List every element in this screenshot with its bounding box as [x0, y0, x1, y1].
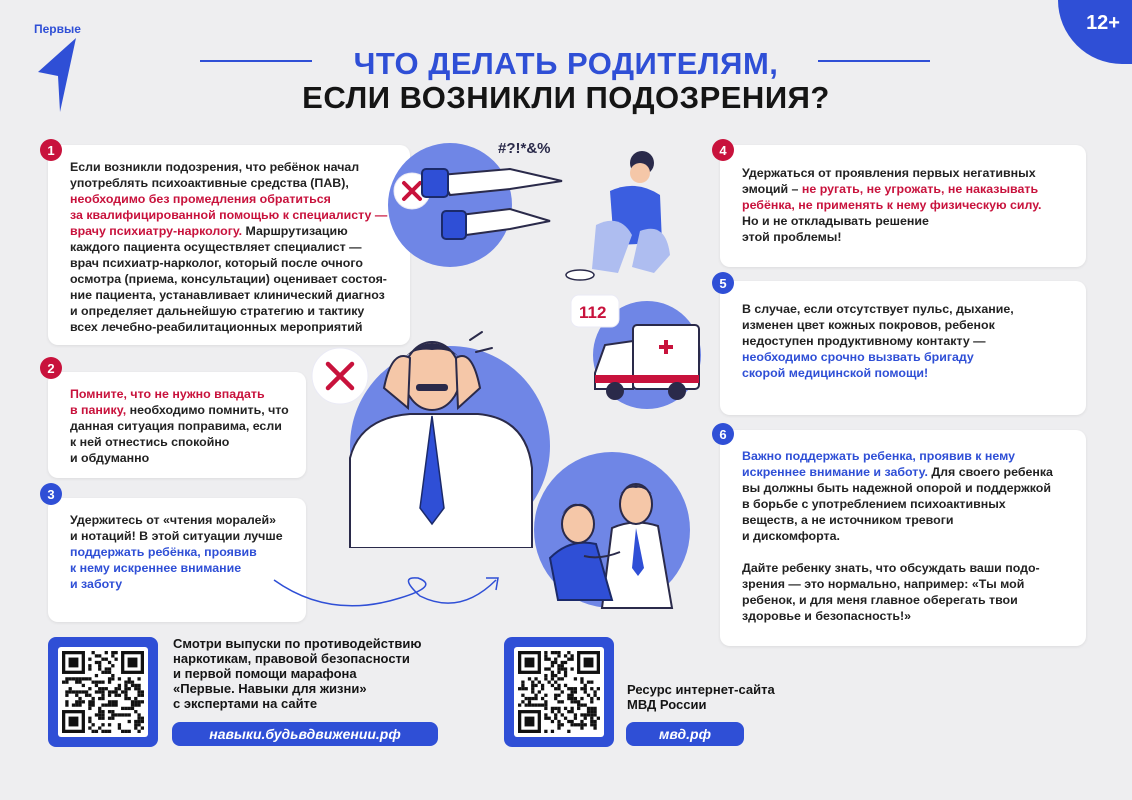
card-3-line: [70, 512, 298, 528]
card-line-text: искреннее внимание и заботу.: [742, 465, 928, 479]
card-line-text: зрения — это нормально, например: «Ты мой: [742, 577, 1025, 591]
card-line-text: к нему искреннее внимание: [70, 561, 242, 575]
card-2-line: [70, 402, 298, 418]
card-1-line: [70, 207, 400, 223]
card-5-number: 5: [712, 272, 734, 294]
logo-text: Первые: [34, 22, 81, 36]
card-6-line: [742, 464, 1078, 480]
card-5-text: [742, 301, 1078, 381]
card-line-text: употреблять психоактивные средства (ПАВ),: [70, 176, 349, 190]
card-line-text: Важно поддержать ребенка, проявив к нему: [742, 449, 1016, 463]
footer-left-line-5: с экспертами на сайте: [173, 696, 318, 711]
footer-left-line-1: Смотри выпуски по противодействию: [173, 636, 422, 651]
card-line-text: Удержаться от проявления первых негативных: [742, 166, 1036, 180]
card-4: [720, 145, 1086, 267]
site-link-mvd[interactable]: мвд.рф: [626, 722, 744, 746]
card-3-line: [70, 528, 298, 544]
card-line-text: каждого пациента осуществляет специалист —: [70, 240, 362, 254]
card-6-line: [742, 448, 1078, 464]
card-line-text: ребенок, и для меня главное оберегать твои: [742, 593, 1018, 607]
card-1-line: [70, 159, 400, 175]
card-line-text: Помните, что не нужно впадать: [70, 387, 265, 401]
card-line-text: Удержитесь от «чтения моралей»: [70, 513, 276, 527]
card-4-line: [742, 165, 1078, 181]
card-2-number: 2: [40, 357, 62, 379]
card-line-text: веществ, а не источником тревоги: [742, 513, 954, 527]
card-line-text: ребёнка, не применять к нему физическую силу.: [742, 198, 1042, 212]
card-line-tail: необходимо помнить, что: [126, 403, 289, 417]
card-2-line: [70, 386, 298, 402]
card-2-line: [70, 450, 298, 466]
card-line-text: осмотра (приема, консультации) оценивает состоя-: [70, 272, 387, 286]
card-1-line: [70, 191, 400, 207]
card-5-line: [742, 333, 1078, 349]
card-1-line: [70, 303, 400, 319]
page-title-line1: ЧТО ДЕЛАТЬ РОДИТЕЛЯМ,: [353, 46, 779, 81]
card-4-line: [742, 197, 1078, 213]
card-1-line: [70, 255, 400, 271]
card-line-text: и дискомфорта.: [742, 529, 840, 543]
card-line-text: Дайте ребенку знать, что обсуждать ваши подо-: [742, 561, 1040, 575]
footer-left-text: [173, 636, 473, 711]
card-3-number: 3: [40, 483, 62, 505]
card-3: [48, 498, 306, 622]
card-6-line: [742, 560, 1078, 576]
card-2: [48, 372, 306, 478]
card-line-text: и определяет дальнейшую стратегию и тактику: [70, 304, 365, 318]
card-3-text: [70, 512, 298, 592]
card-line-text: необходимо срочно вызвать бригаду: [742, 350, 974, 364]
card-4-text: [742, 165, 1078, 245]
card-line-text: врачу психиатру-наркологу.: [70, 224, 243, 238]
card-line-tail: не ругать, не угрожать, не наказывать: [801, 182, 1039, 196]
footer-left-line-2: наркотикам, правовой безопасности: [173, 651, 410, 666]
card-5-line: [742, 317, 1078, 333]
footer-right-line-2: МВД России: [627, 697, 707, 712]
illustration-panic: [300, 318, 550, 548]
qr-code-pattern-1: [62, 651, 144, 733]
card-6-line: [742, 592, 1078, 608]
card-2-line: [70, 418, 298, 434]
card-6-line: [742, 576, 1078, 592]
qr-code-pattern-2: [518, 651, 600, 733]
footer-right-text: [627, 682, 827, 712]
card-line-text: необходимо без промедления обратиться: [70, 192, 331, 206]
card-line-text: поддержать ребёнка, проявив: [70, 545, 257, 559]
card-line-text: и обдуманно: [70, 451, 150, 465]
card-3-line: [70, 576, 298, 592]
card-line-text: врач психиатр-нарколог, который после очного: [70, 256, 363, 270]
card-line-text: ние пациента, устанавливает клинический диагноз: [70, 288, 385, 302]
card-3-line: [70, 560, 298, 576]
card-5-line: [742, 301, 1078, 317]
card-line-text: и заботу: [70, 577, 123, 591]
card-1-line: [70, 271, 400, 287]
card-line-text: в борьбе с употреблением психоактивных: [742, 497, 1006, 511]
card-5: [720, 281, 1086, 415]
ambulance-number-text: 112: [579, 303, 607, 322]
card-line-text: и нотаций! В этой ситуации лучше: [70, 529, 283, 543]
illustration-support: [530, 448, 710, 618]
card-line-text: данная ситуация поправима, если: [70, 419, 282, 433]
card-5-line: [742, 349, 1078, 365]
card-line-text: недоступен продуктивному контакту —: [742, 334, 986, 348]
card-line-text: эмоций –: [742, 182, 802, 196]
card-line-text: вы должны быть надежной опорой и поддержкой: [742, 481, 1051, 495]
card-line-text: Но и не откладывать решение: [742, 214, 929, 228]
card-6-line: [742, 544, 1078, 560]
card-line-text: здоровье и безопасность!»: [742, 609, 912, 623]
card-line-tail: Маршрутизацию: [242, 224, 348, 238]
card-1-number: 1: [40, 139, 62, 161]
card-4-line: [742, 229, 1078, 245]
card-line-text: за квалифицированной помощью к специалисту —: [70, 208, 388, 222]
footer-left-line-4: «Первые. Навыки для жизни»: [173, 681, 367, 696]
illustration-blame: [370, 135, 690, 285]
card-1-line: [70, 223, 400, 239]
decorative-arrow-icon: [270, 560, 510, 620]
card-line-text: Если возникли подозрения, что ребёнок начал: [70, 160, 360, 174]
card-2-line: [70, 434, 298, 450]
card-line-text: В случае, если отсутствует пульс, дыхание,: [742, 302, 1014, 316]
symbols-text: #?!*&%: [498, 140, 551, 157]
card-3-line: [70, 544, 298, 560]
card-line-text: этой проблемы!: [742, 230, 842, 244]
card-1: [48, 145, 410, 345]
qr-code-navyki[interactable]: [48, 637, 158, 747]
card-4-line: [742, 213, 1078, 229]
card-line-text: изменен цвет кожных покровов, ребенок: [742, 318, 995, 332]
card-6: [720, 430, 1086, 646]
card-line-tail: Для своего ребенка: [927, 465, 1053, 479]
age-rating-badge: 12+: [1058, 0, 1132, 64]
card-6-line: [742, 608, 1078, 624]
card-5-line: [742, 365, 1078, 381]
card-line-text: к ней отнестись спокойно: [70, 435, 230, 449]
card-1-line: [70, 287, 400, 303]
site-link-navyki[interactable]: навыки.будьвдвижении.рф: [172, 722, 438, 746]
card-line-text: всех лечебно-реабилитационных мероприятий: [70, 320, 363, 334]
card-line-text: в панику,: [70, 403, 127, 417]
footer-right-line-1: Ресурс интернет-сайта: [627, 682, 775, 697]
card-1-line: [70, 175, 400, 191]
card-1-text: [70, 159, 400, 335]
card-6-line: [742, 528, 1078, 544]
card-line-text: скорой медицинской помощи!: [742, 366, 929, 380]
page-title-line2: ЕСЛИ ВОЗНИКЛИ ПОДОЗРЕНИЯ?: [302, 80, 830, 115]
card-6-number: 6: [712, 423, 734, 445]
card-4-line: [742, 181, 1078, 197]
illustration-ambulance: [565, 285, 710, 410]
card-6-line: [742, 480, 1078, 496]
footer-left-line-3: и первой помощи марафона: [173, 666, 357, 681]
card-2-text: [70, 386, 298, 466]
card-6-text: [742, 448, 1078, 624]
card-4-number: 4: [712, 139, 734, 161]
card-6-line: [742, 496, 1078, 512]
card-1-line: [70, 239, 400, 255]
card-6-line: [742, 512, 1078, 528]
qr-code-mvd[interactable]: [504, 637, 614, 747]
